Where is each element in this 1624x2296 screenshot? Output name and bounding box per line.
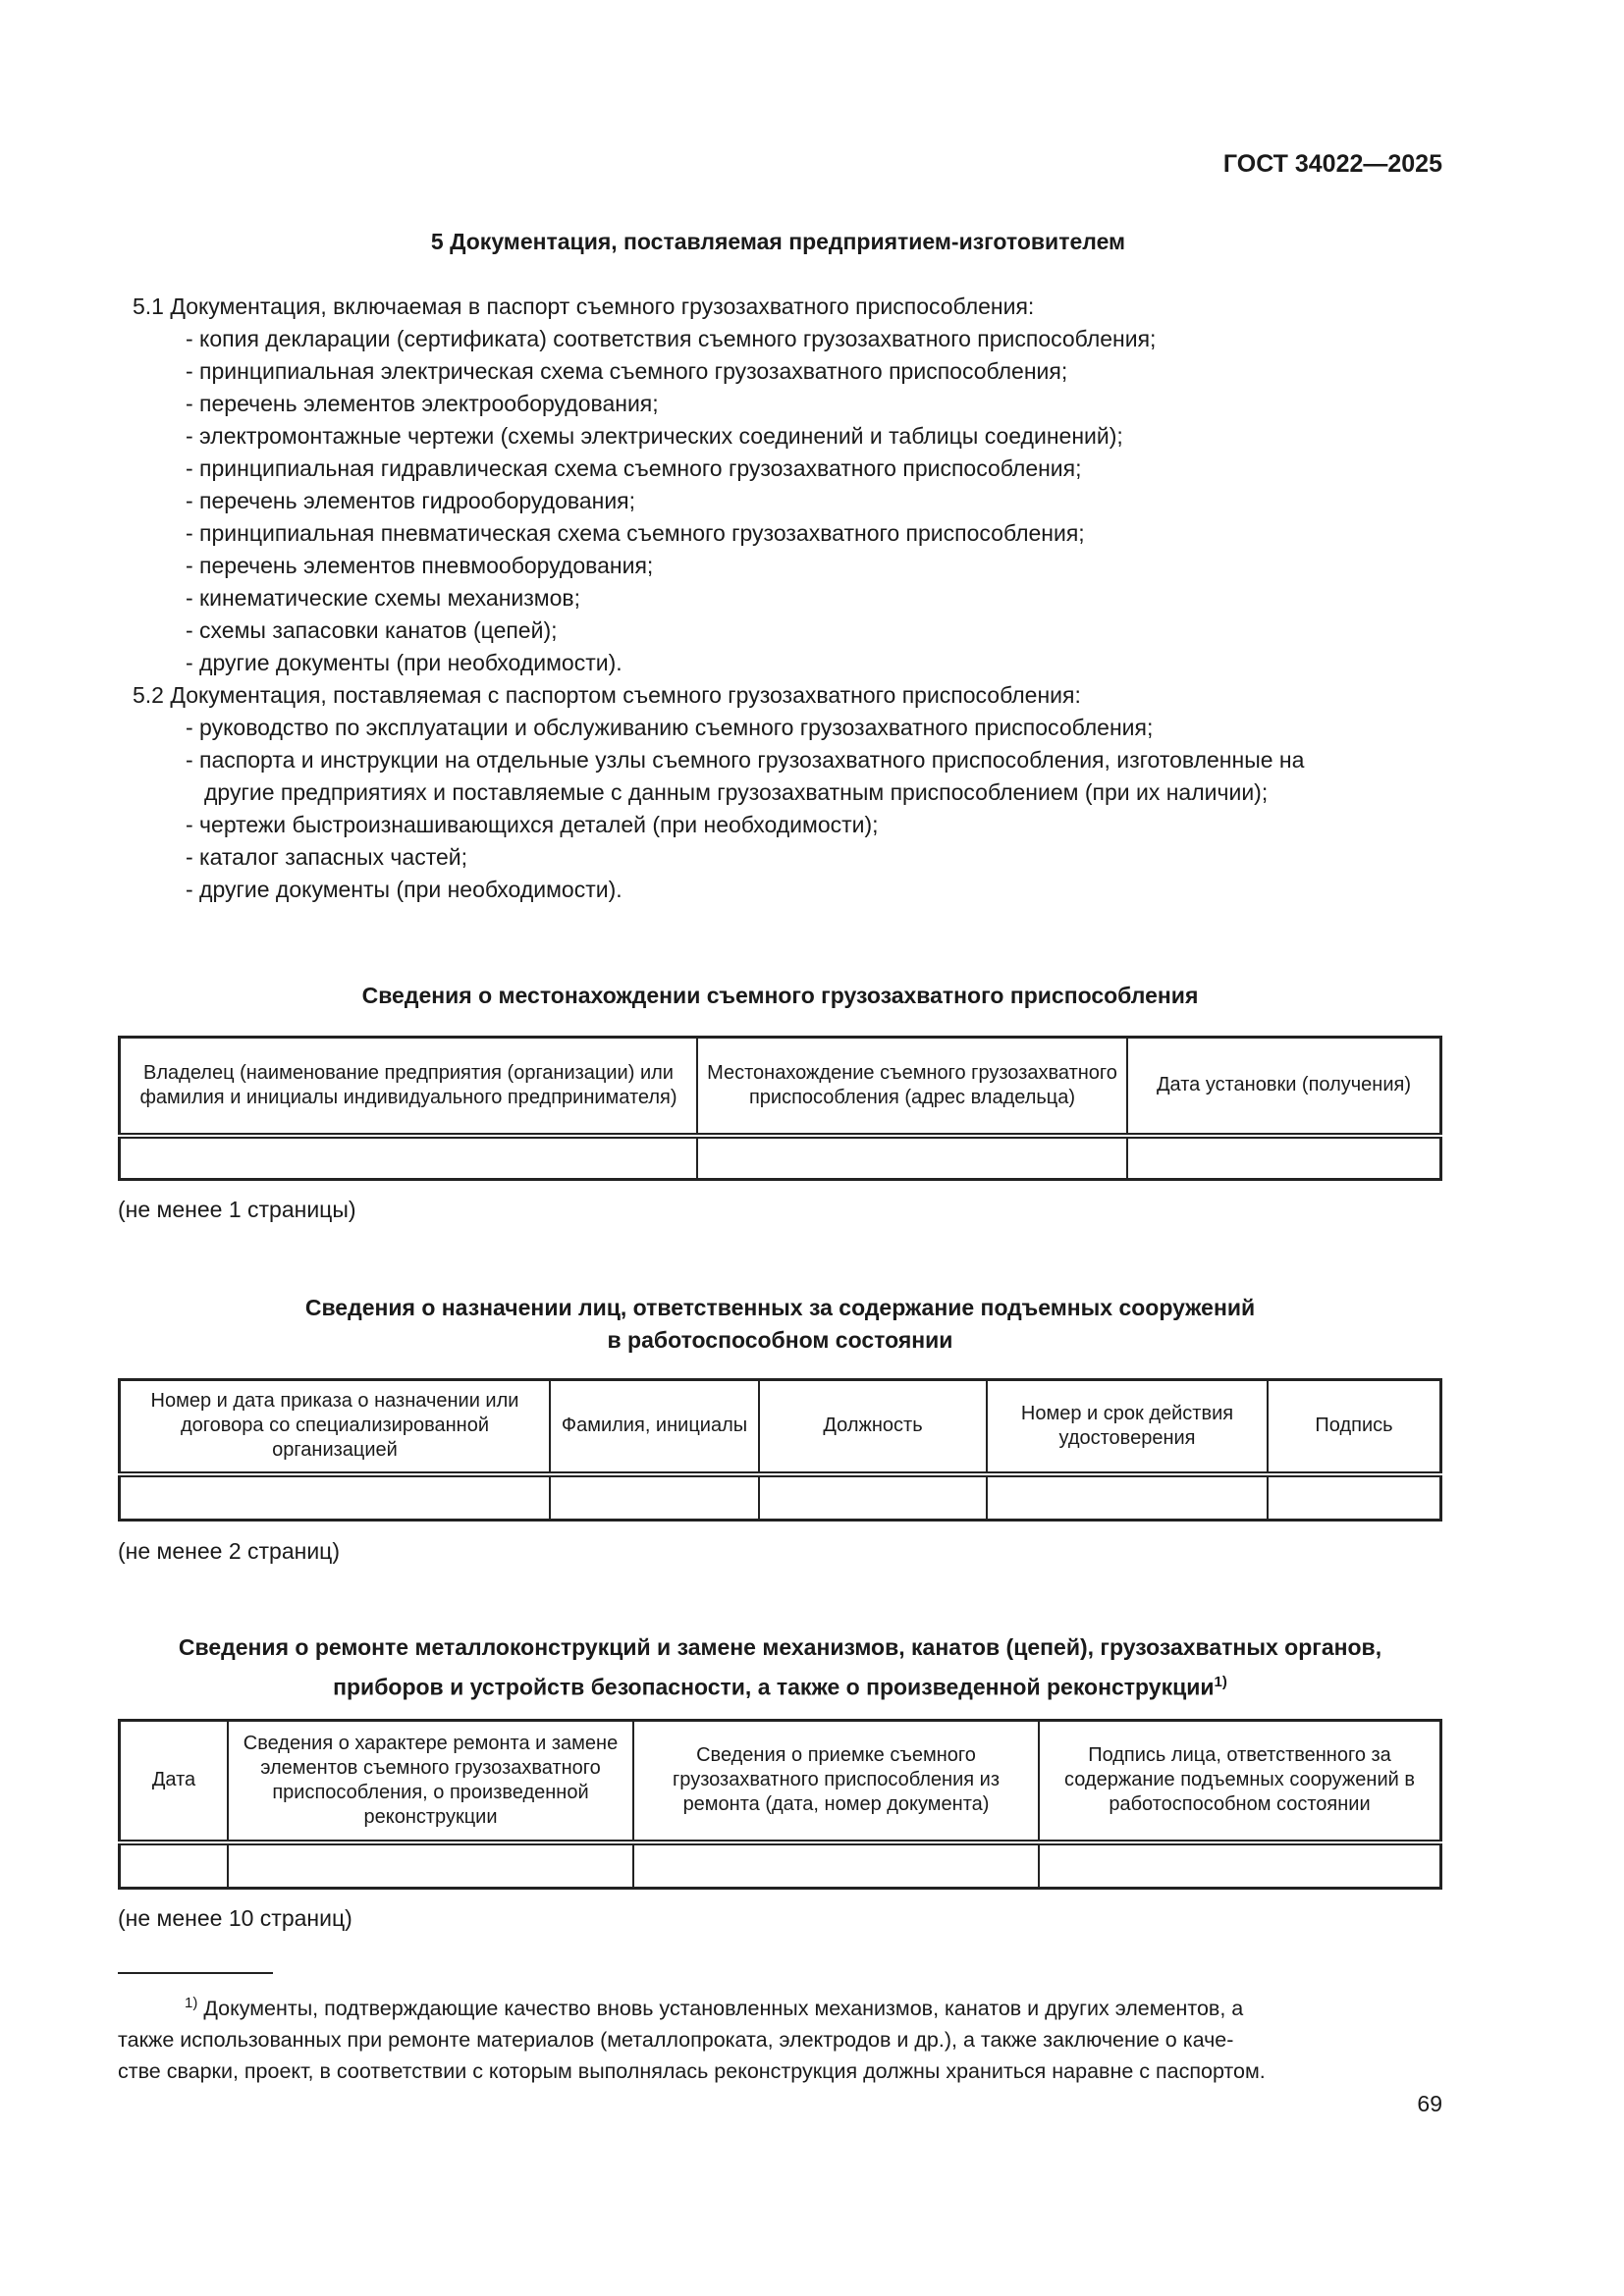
list-item: другие предприятиях и поставляемые с данным грузозахватным приспособлением (при их наличии); — [204, 779, 1269, 805]
list-item: - руководство по эксплуатации и обслуживанию съемного грузозахватного приспособления; — [186, 715, 1154, 740]
footnote-line: также использованных при ремонте материалов (металлопроката, электродов и др.), а также заключение о каче- — [118, 2028, 1234, 2053]
list-item: - принципиальная пневматическая схема съемного грузозахватного приспособления; — [186, 520, 1085, 546]
list-item: - перечень элементов пневмооборудования; — [186, 553, 654, 578]
paragraph-lead: 5.2 Документация, поставляемая с паспортом съемного грузозахватного приспособления: — [133, 682, 1081, 708]
list-item: - принципиальная гидравлическая схема съемного грузозахватного приспособления; — [186, 455, 1082, 481]
table-cell[interactable] — [633, 1842, 1039, 1889]
doc-code: ГОСТ 34022—2025 — [1222, 150, 1442, 178]
list-item: - кинематические схемы механизмов; — [186, 585, 581, 611]
column-header: Должность — [759, 1380, 987, 1474]
table-row — [120, 1474, 1441, 1521]
table3-note: (не менее 10 страниц) — [118, 1905, 352, 1931]
column-header: Дата — [120, 1721, 229, 1842]
table-cell[interactable] — [697, 1136, 1127, 1180]
table1-title: Сведения о местонахождении съемного грузозахватного приспособления — [361, 983, 1199, 1008]
list-item: - перечень элементов гидрооборудования; — [186, 488, 636, 513]
title-line: Сведения о назначении лиц, ответственных за содержание подъемных сооружений — [304, 1295, 1256, 1320]
column-header: Местонахождение съемного грузозахватного приспособления (адрес владельца) — [697, 1038, 1127, 1136]
repair-table — [118, 1719, 1442, 1890]
responsible-persons-table — [118, 1378, 1442, 1522]
table-row — [120, 1842, 1441, 1889]
table-cell[interactable] — [228, 1842, 633, 1889]
section-title-text: 5 Документация, поставляемая предприятием-изготовителем — [430, 229, 1126, 254]
column-header: Номер и дата приказа о назначении или договора со специализированной организацией — [120, 1380, 551, 1474]
column-header: Фамилия, инициалы — [550, 1380, 759, 1474]
paragraph-lead: 5.1 Документация, включаемая в паспорт съемного грузозахватного приспособления: — [133, 294, 1035, 319]
footnote-line: стве сварки, проект, в соответствии с которым выполнялась реконструкция должны храниться наравне с паспортом. — [118, 2059, 1266, 2084]
title-line: приборов и устройств безопасности, а также о произведенной реконструкции — [333, 1674, 1215, 1700]
table-cell[interactable] — [120, 1474, 551, 1521]
footnote — [118, 1988, 1442, 2087]
footnote-line: Документы, подтверждающие качество вновь установленных механизмов, канатов и других элементов, а — [203, 1997, 1244, 2021]
list-item: - схемы запасовки канатов (цепей); — [186, 617, 558, 643]
section-title — [0, 229, 1159, 255]
column-header: Сведения о характере ремонта и замене элементов съемного грузозахватного приспособления, о произведенной реконструкции — [228, 1721, 633, 1842]
title-line: в работоспособном состоянии — [607, 1327, 953, 1353]
list-item: - перечень элементов электрооборудования; — [186, 391, 659, 416]
footnote-ref[interactable]: 1) — [1214, 1674, 1227, 1690]
list-item: - копия декларации (сертификата) соответствия съемного грузозахватного приспособления; — [186, 326, 1157, 351]
table-cell[interactable] — [120, 1842, 229, 1889]
column-header: Дата установки (получения) — [1127, 1038, 1441, 1136]
table2-note: (не менее 2 страниц) — [118, 1538, 341, 1564]
column-header: Номер и срок действия удостоверения — [987, 1380, 1268, 1474]
list-item: - принципиальная электрическая схема съемного грузозахватного приспособления; — [186, 358, 1068, 384]
footnote-mark: 1) — [185, 1995, 198, 2011]
column-header: Сведения о приемке съемного грузозахватного приспособления из ремонта (дата, номер документа) — [633, 1721, 1039, 1842]
table-cell[interactable] — [550, 1474, 759, 1521]
table-cell[interactable] — [1039, 1842, 1441, 1889]
location-table — [118, 1036, 1442, 1181]
column-header: Подпись лица, ответственного за содержание подъемных сооружений в работоспособном состоянии — [1039, 1721, 1441, 1842]
table2-title — [118, 1292, 1442, 1357]
column-header: Подпись — [1268, 1380, 1441, 1474]
list-item: - каталог запасных частей; — [186, 844, 468, 870]
footnote-divider — [118, 1972, 273, 1974]
list-item: - чертежи быстроизнашивающихся деталей (при необходимости); — [186, 812, 879, 837]
list-item: - другие документы (при необходимости). — [186, 877, 623, 902]
table-row — [120, 1136, 1441, 1180]
table3-title — [118, 1629, 1442, 1705]
table-cell[interactable] — [120, 1136, 698, 1180]
table-cell[interactable] — [759, 1474, 987, 1521]
list-item: - электромонтажные чертежи (схемы электрических соединений и таблицы соединений); — [186, 423, 1123, 449]
table-cell[interactable] — [1268, 1474, 1441, 1521]
table-cell[interactable] — [1127, 1136, 1441, 1180]
page-number: 69 — [1417, 2091, 1442, 2116]
list-item: - другие документы (при необходимости). — [186, 650, 623, 675]
table1-note: (не менее 1 страницы) — [118, 1197, 356, 1222]
list-item: - паспорта и инструкции на отдельные узлы съемного грузозахватного приспособления, изготовленные на — [186, 747, 1305, 773]
table-cell[interactable] — [987, 1474, 1268, 1521]
title-line: Сведения о ремонте металлоконструкций и замене механизмов, канатов (цепей), грузозахватных органов, — [178, 1634, 1382, 1660]
column-header: Владелец (наименование предприятия (организации) или фамилия и инициалы индивидуального предпринимателя) — [120, 1038, 698, 1136]
